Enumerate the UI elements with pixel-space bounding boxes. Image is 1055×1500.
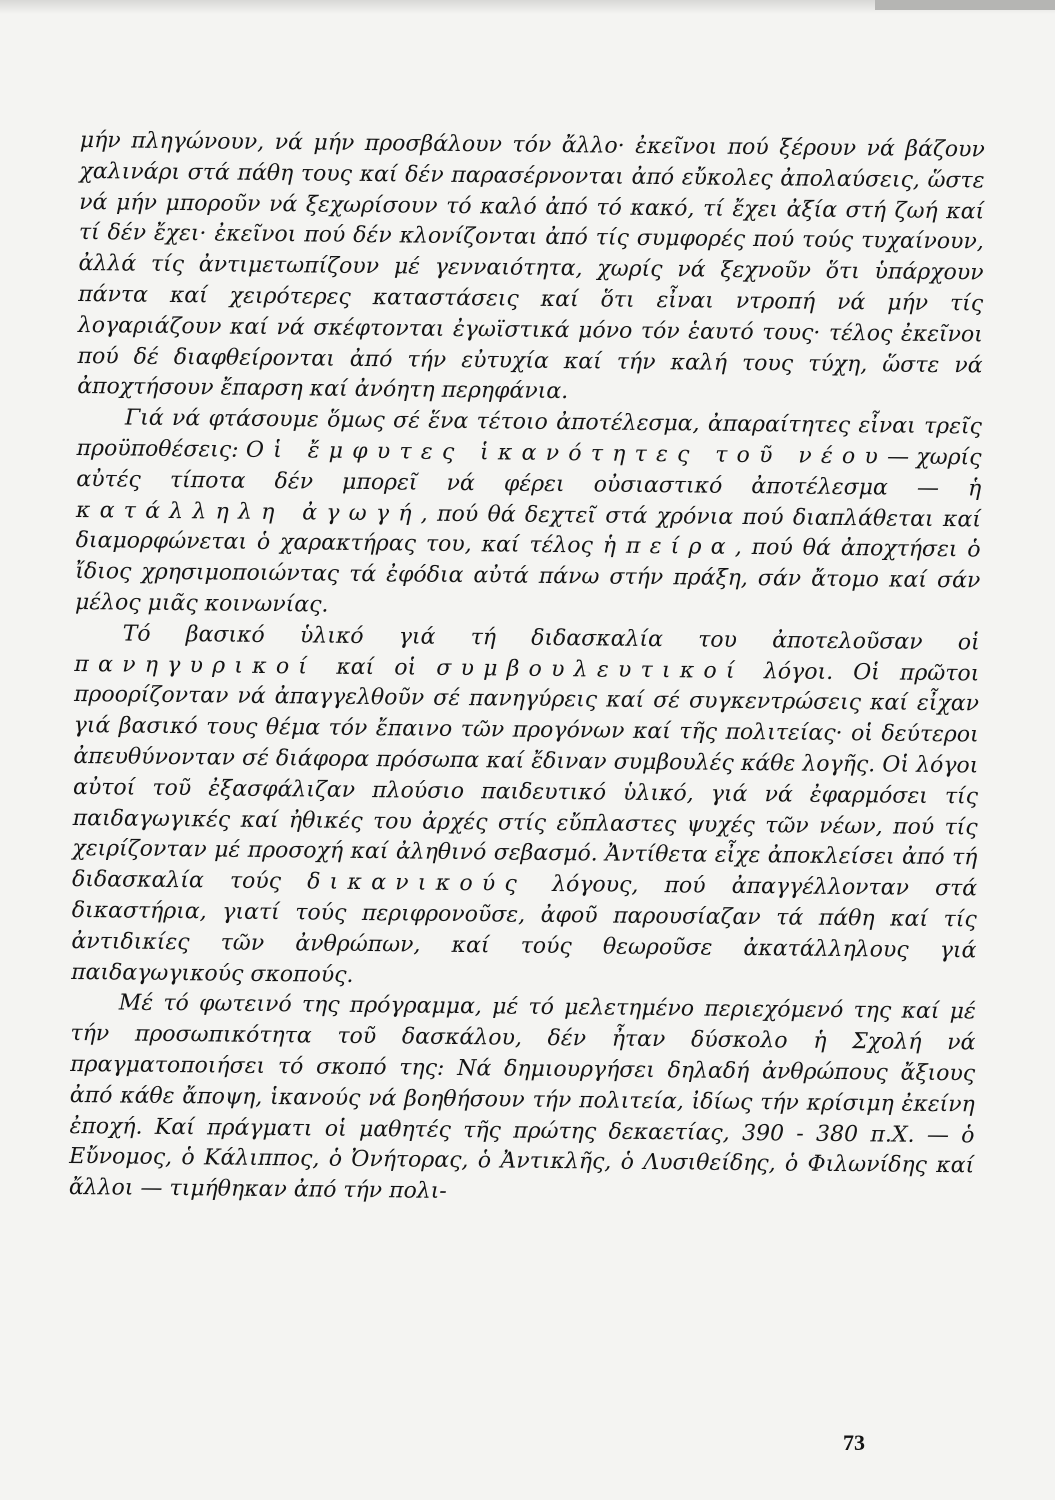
spaced-emphasis: πανηγυρικοί [74, 651, 317, 680]
text-run: Γιά νά φτάσουμε ὅμως σέ ἕνα τέτοιο ἀποτέλεσμα, ἀπαραίτητες εἶναι τρεῖς προϋποθέσεις: [76, 405, 983, 463]
paragraph-1 [77, 126, 985, 413]
spaced-emphasis: Οἱ ἔμφυτες ἱκανότητες τοῦ νέου [245, 437, 888, 470]
text-run: καί οἱ [316, 654, 437, 681]
text-run: , πού θά ἀποχτήσει ὁ ἴδιος χρησιμοποιώντας τά ἐφόδια αὐτά πάνω στήν πράξη, σάν ἄτομο καί σάν μέλος μιᾶς κοινωνίας. [74, 535, 981, 618]
text-run: Μέ τό φωτεινό της πρόγραμμα, μέ τό μελετημένο περιεχόμενό της καί μέ τήν προσωπικότητα τοῦ δασκάλου, δέν ἦταν δύσκολο ἡ Σχολή νά πραγματοποιήσει τό σκοπό της: Νά δημιουργήσει δηλαδή ἀνθρώπους ἄξιους ἀπό κάθε ἄποψη, ἱκανούς νά βοηθήσουν τήν πολιτεία, ἰδίως τήν κρίσιμη ἐκείνη ἐποχή. Καί πράγματι οἱ μαθητές τῆς πρώτης δεκαετίας, 390 - 380 π.Χ. — ὁ Εὔνομος, ὁ Κάλιππος, ὁ Ὀνήτορας, ὁ Ἀντικλῆς, ὁ Λυσιθείδης, ὁ Φιλωνίδης καί ἄλλοι — τιμήθηκαν ἀπό τήν πολι- [68, 990, 976, 1204]
paragraph-4 [69, 988, 976, 1213]
body-text [69, 126, 985, 1213]
text-run: λόγοι. Οἱ πρῶτοι προορίζονταν νά ἀπαγγελθοῦν σέ πανηγύρεις καί σέ συγκεντρώσεις καί εἶχαν γιά βασικό τους θέμα τόν ἔπαινο τῶν προγόνων καί τῆς πολιτείας· οἱ δεύτεροι ἀπευθύνονταν σέ διάφορα πρόσωπα καί ἔδιναν συμβουλές κάθε λογῆς. Οἱ λόγοι αὐτοί τοῦ ἐξασφάλιζαν πλούσιο παιδευτικό ὑλικό, γιά νά ἐφαρμόσει τίς παιδαγωγικές καί ἠθικές του ἀρχές στίς εὔπλαστες ψυχές τῶν νέων, πού τίς χειρίζονταν μέ προσοχή καί ἀληθινό σεβασμό. Ἀντίθετα εἶχε ἀποκλείσει ἀπό τή διδασκαλία τούς [71, 658, 980, 895]
spaced-emphasis: συμβουλευτικοί [436, 655, 744, 684]
text-run: — χωρίς αὐτές τίποτα δέν μπορεῖ νά φέρει οὐσιαστικό ἀποτέλεσμα — ἡ [76, 444, 982, 502]
paragraph-2 [75, 403, 982, 628]
spaced-emphasis: πείρα [625, 534, 735, 561]
paragraph-3 [71, 619, 980, 998]
text-run: λόγους, πού ἀπαγγέλλονταν στά δικαστήρια, γιατί τούς περιφρονοῦσε, ἀφοῦ παρουσίαζαν τά πάθη καί τίς ἀντιδικίες τῶν ἀνθρώπων, καί τούς θεωροῦσε ἀκατάλληλους γιά παιδαγωγικούς σκοπούς. [71, 871, 978, 988]
spaced-emphasis: κατάλληλη ἀγωγή [75, 497, 421, 527]
spaced-emphasis: δικανικούς [307, 869, 527, 897]
text-run: Τό βασικό ὑλικό γιά τή διδασκαλία του ἀποτελοῦσαν οἱ [122, 621, 980, 656]
page-number: 73 [843, 1430, 865, 1455]
text-run: μήν πληγώνουν, νά μήν προσβάλουν τόν ἄλλο· ἐκεῖνοι πού ξέρουν νά βάζουν χαλινάρι στά πάθη τους καί δέν παρασέρνονται ἀπό εὔκολες ἀπολαύσεις, ὥστε νά μήν μποροῦν νά ξεχωρίσουν τό καλό ἀπό τό κακό, τί ἔχει ἀξία στή ζωή καί τί δέν ἔχει· ἐκεῖνοι πού δέν κλονίζονται ἀπό τίς συμφορές πού τούς τυχαίνουν, ἀλλά τίς ἀντιμετωπίζουν μέ γενναιότητα, χωρίς νά ξεχνοῦν ὅτι ὑπάρχουν πάντα καί χειρότερες καταστάσεις καί ὅτι εἶναι ντροπή νά μήν τίς λογαριάζουν καί νά σκέφτονται ἐγωϊστικά μόνο τόν ἑαυτό τους· τέλος ἐκεῖνοι πού δέ διαφθείρονται ἀπό τήν εὐτυχία καί τήν καλή τους τύχη, ὥστε νά ἀποχτήσουν ἔπαρση καί ἀνόητη περηφάνια. [77, 127, 985, 405]
scan-corner-shadow [875, 0, 1055, 10]
text-run: , πού θά δεχτεῖ στά χρόνια πού διαπλάθεται καί διαμορφώνεται ὁ χαρακτήρας του, καί τέλος ἡ [75, 501, 982, 560]
